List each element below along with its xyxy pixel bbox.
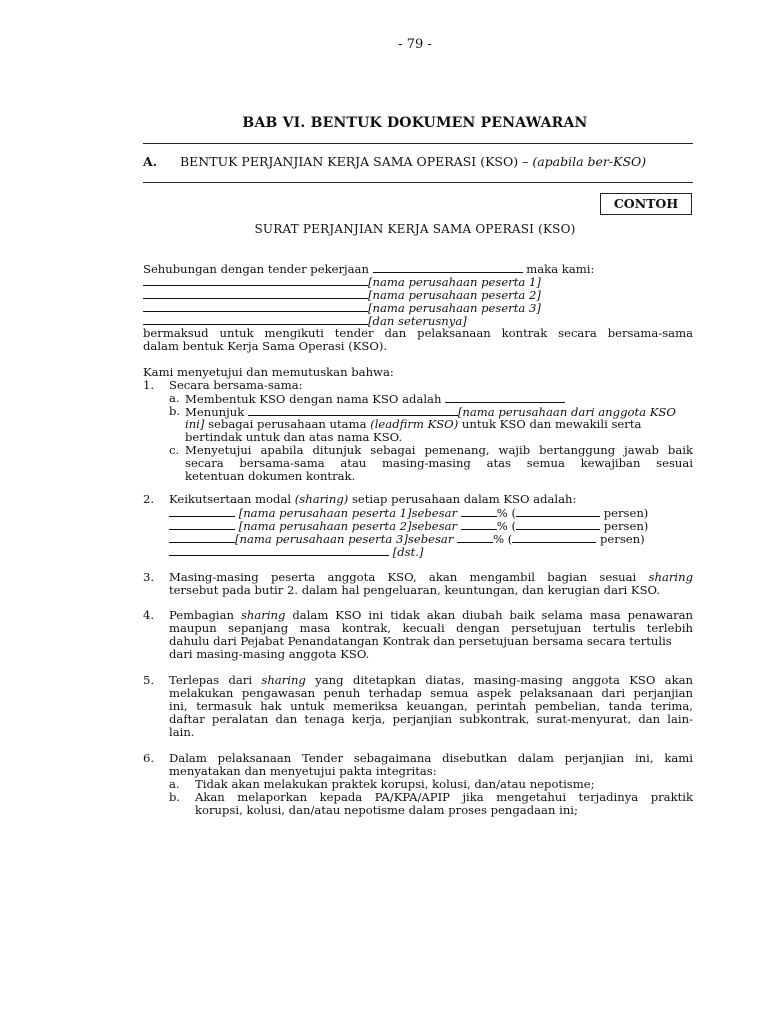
item-2-title: Keikutsertaan modal (sharing) setiap perusahaan dalam KSO adalah: bbox=[169, 492, 577, 506]
item-6-number: 6. bbox=[143, 751, 155, 765]
item-6-line-1: Dalam pelaksanaan Tender sebagaimana disebutkan dalam perjanjian ini, kami bbox=[169, 751, 693, 765]
blank-field bbox=[143, 288, 368, 299]
item-5-line-2: melakukan pengawasan penuh terhadap semua aspek pelaksanaan dari perjanjian bbox=[169, 686, 693, 700]
blank-field bbox=[516, 506, 600, 517]
blank-field bbox=[143, 275, 368, 286]
item-6b-line-2: korupsi, kolusi, dan/atau nepotisme dalam proses pengadaan ini; bbox=[195, 803, 578, 817]
item-4-number: 4. bbox=[143, 608, 155, 622]
blank-field bbox=[457, 532, 493, 543]
company-line-3: [nama perusahaan peserta 3] bbox=[143, 301, 541, 316]
blank-field bbox=[169, 532, 235, 543]
page-number: - 79 - bbox=[398, 37, 432, 52]
item-1-title: Secara bersama-sama: bbox=[169, 378, 303, 392]
item-1b-line-2: ini] sebagai perusahaan utama (leadfirm KSO) untuk KSO dan mewakili serta bbox=[185, 417, 642, 431]
item-5-number: 5. bbox=[143, 673, 155, 687]
sharing-row-1: [nama perusahaan peserta 1]sebesar % ( persen) bbox=[169, 506, 648, 521]
divider-top bbox=[143, 143, 693, 144]
blank-field bbox=[461, 506, 497, 517]
item-5-line-3: ini, termasuk hak untuk memeriksa keuangan, perintah pembelian, tanda terima, bbox=[169, 699, 693, 713]
item-6-line-2: menyatakan dan menyetujui pakta integritas: bbox=[169, 764, 437, 778]
item-5-line-4: daftar peralatan dan tenaga kerja, perjanjian subkontrak, surat-menyurat, dan lain- bbox=[169, 712, 693, 726]
item-3-line-1: Masing-masing peserta anggota KSO, akan mengambil bagian sesuai sharing bbox=[169, 570, 693, 584]
company-line-2: [nama perusahaan peserta 2] bbox=[143, 288, 541, 303]
blank-field bbox=[461, 519, 497, 530]
item-1b-label: b. bbox=[169, 404, 181, 418]
company-line-etc: [dan seterusnya] bbox=[143, 314, 467, 329]
item-4-line-2: maupun sepanjang masa kontrak, kecuali dengan persetujuan tertulis terlebih bbox=[169, 621, 693, 635]
section-letter: A. bbox=[143, 154, 158, 169]
section-dash: – bbox=[518, 154, 533, 169]
item-3-number: 3. bbox=[143, 570, 155, 584]
divider-bottom bbox=[143, 182, 693, 183]
letter-subtitle: SURAT PERJANJIAN KERJA SAMA OPERASI (KSO) bbox=[254, 222, 576, 236]
sharing-row-dst: [dst.] bbox=[169, 545, 423, 560]
item-5-line-1: Terlepas dari sharing yang ditetapkan diatas, masing-masing anggota KSO akan bbox=[169, 673, 693, 687]
blank-field bbox=[143, 314, 368, 325]
chapter-title: BAB VI. BENTUK DOKUMEN PENAWARAN bbox=[242, 115, 588, 131]
item-2-number: 2. bbox=[143, 492, 155, 506]
item-6b-line-1: Akan melaporkan kepada PA/KPA/APIP jika mengetahui terjadinya praktik bbox=[195, 790, 693, 804]
item-4-line-3: dahulu dari Pejabat Penandatangan Kontrak dan persetujuan bersama secara tertulis bbox=[169, 634, 672, 648]
item-1c-label: c. bbox=[169, 443, 180, 457]
blank-field bbox=[169, 545, 389, 556]
item-1a-label: a. bbox=[169, 391, 180, 405]
item-1b-line-1: Menunjuk [nama perusahaan dari anggota KSO bbox=[185, 405, 676, 419]
item-4-line-4: dari masing-masing anggota KSO. bbox=[169, 647, 370, 661]
blank-field bbox=[512, 532, 596, 543]
section-title: BENTUK PERJANJIAN KERJA SAMA OPERASI (KSO) bbox=[180, 154, 519, 169]
item-6a-label: a. bbox=[169, 777, 180, 791]
item-5-line-5: lain. bbox=[169, 725, 195, 739]
company-line-1: [nama perusahaan peserta 1] bbox=[143, 275, 541, 290]
blank-field bbox=[516, 519, 600, 530]
contoh-box: CONTOH bbox=[600, 193, 692, 215]
item-1c-line-3: ketentuan dokumen kontrak. bbox=[185, 469, 356, 483]
blank-field bbox=[373, 262, 523, 273]
blank-field bbox=[143, 301, 368, 312]
item-6b-label: b. bbox=[169, 790, 181, 804]
blank-field bbox=[248, 405, 458, 416]
item-1a-text: Membentuk KSO dengan nama KSO adalah bbox=[185, 392, 565, 407]
item-4-line-1: Pembagian sharing dalam KSO ini tidak akan diubah baik selama masa penawaran bbox=[169, 608, 693, 622]
purpose-line-2: dalam bentuk Kerja Sama Operasi (KSO). bbox=[143, 339, 388, 353]
blank-field bbox=[169, 506, 235, 517]
purpose-line-1: bermaksud untuk mengikuti tender dan pelaksanaan kontrak secara bersama-sama bbox=[143, 326, 693, 340]
sharing-row-2: [nama perusahaan peserta 2]sebesar % ( persen) bbox=[169, 519, 648, 534]
item-1-number: 1. bbox=[143, 378, 155, 392]
intro-line: Sehubungan dengan tender pekerjaan maka kami: bbox=[143, 262, 595, 276]
item-1c-line-2: secara bersama-sama atau masing-masing atas semua kewajiban sesuai bbox=[185, 456, 693, 470]
blank-field bbox=[445, 392, 565, 403]
sharing-row-3: [nama perusahaan peserta 3]sebesar % ( persen) bbox=[169, 532, 645, 547]
blank-field bbox=[169, 519, 235, 530]
item-1c-line-1: Menyetujui apabila ditunjuk sebagai pemenang, wajib bertanggung jawab baik bbox=[185, 443, 693, 457]
section-note: (apabila ber-KSO) bbox=[532, 154, 647, 169]
item-6a-text: Tidak akan melakukan praktek korupsi, kolusi, dan/atau nepotisme; bbox=[195, 777, 595, 791]
item-3-line-2: tersebut pada butir 2. dalam hal pengeluaran, keuntungan, dan kerugian dari KSO. bbox=[169, 583, 661, 597]
agreement-intro: Kami menyetujui dan memutuskan bahwa: bbox=[143, 365, 394, 379]
item-1b-line-3: bertindak untuk dan atas nama KSO. bbox=[185, 430, 403, 444]
